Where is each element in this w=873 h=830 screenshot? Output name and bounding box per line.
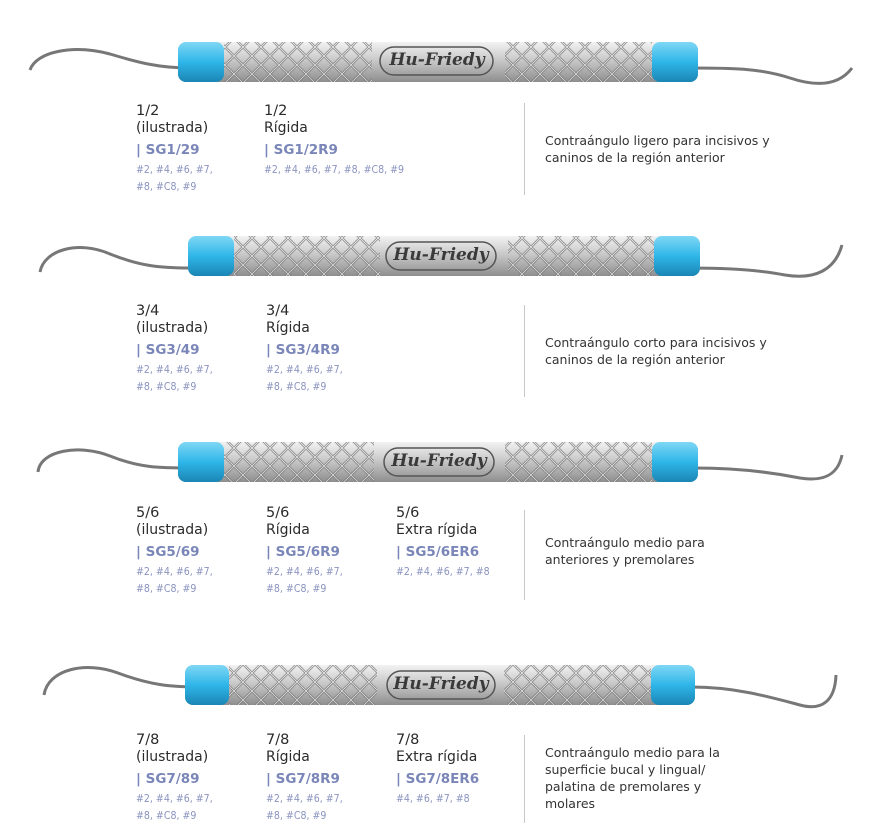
variant-tips: #2, #4, #6, #7, #8, #C8, #9 <box>136 793 213 822</box>
variant-tips: #2, #4, #6, #7, #8, #C8, #9 <box>266 364 343 393</box>
variant-tips: #2, #4, #6, #7, #8, #C8, #9 <box>266 566 343 595</box>
description: Contraángulo ligero para incisivos y caninos de la región anterior <box>545 133 770 165</box>
variant-col <box>266 505 396 598</box>
instrument-image <box>0 20 873 90</box>
divider <box>524 103 525 195</box>
variant-size: 7/8 <box>136 732 160 748</box>
variant-col <box>136 303 266 396</box>
variant-kind: Rígida <box>266 320 310 336</box>
variant-kind: (ilustrada) <box>136 522 209 538</box>
variant-kind: Rígida <box>264 120 308 136</box>
variant-kind: Extra rígida <box>396 522 478 538</box>
instrument-image <box>0 220 873 290</box>
variant-size: 5/6 <box>136 505 160 521</box>
variant-kind: (ilustrada) <box>136 749 209 765</box>
brand-logo: Hu-Friedy <box>393 245 489 265</box>
variant-tips: #2, #4, #6, #7, #8 <box>396 566 490 578</box>
variant-col <box>266 303 396 396</box>
variant-col <box>136 505 266 598</box>
instrument-image <box>0 430 873 500</box>
variant-code: | SG1/2R9 <box>264 142 338 158</box>
variant-size: 1/2 <box>136 103 160 119</box>
variant-code: | SG5/6ER6 <box>396 544 480 560</box>
variant-size: 7/8 <box>266 732 290 748</box>
variant-code: | SG7/89 <box>136 771 200 787</box>
variant-tips: #2, #4, #6, #7, #8, #C8, #9 <box>266 793 343 822</box>
variant-col <box>264 103 405 179</box>
variant-size: 3/4 <box>136 303 160 319</box>
brand-logo: Hu-Friedy <box>393 674 489 694</box>
variant-code: | SG7/8ER6 <box>396 771 480 787</box>
variant-code: | SG1/29 <box>136 142 200 158</box>
divider <box>524 735 525 823</box>
variant-tips: #2, #4, #6, #7, #8, #C8, #9 <box>136 164 213 193</box>
variant-col <box>266 732 396 825</box>
variant-kind: Rígida <box>266 749 310 765</box>
variant-tips: #4, #6, #7, #8 <box>396 793 470 805</box>
description: Contraángulo medio para anteriores y premolares <box>545 535 705 567</box>
variant-col <box>396 732 526 808</box>
variant-size: 1/2 <box>264 103 288 119</box>
description: Contraángulo corto para incisivos y caninos de la región anterior <box>545 335 767 367</box>
variant-code: | SG3/4R9 <box>266 342 340 358</box>
variant-kind: (ilustrada) <box>136 120 209 136</box>
variant-col <box>396 505 526 581</box>
variant-col <box>136 732 266 825</box>
variant-code: | SG7/8R9 <box>266 771 340 787</box>
instrument-image <box>0 655 873 725</box>
divider <box>524 510 525 600</box>
variant-code: | SG3/49 <box>136 342 200 358</box>
variant-kind: (ilustrada) <box>136 320 209 336</box>
variant-tips: #2, #4, #6, #7, #8, #C8, #9 <box>264 164 405 176</box>
variant-tips: #2, #4, #6, #7, #8, #C8, #9 <box>136 364 213 393</box>
variant-code: | SG5/69 <box>136 544 200 560</box>
brand-logo: Hu-Friedy <box>391 451 487 471</box>
variant-size: 3/4 <box>266 303 290 319</box>
variant-kind: Rígida <box>266 522 310 538</box>
variant-size: 5/6 <box>396 505 420 521</box>
variant-kind: Extra rígida <box>396 749 478 765</box>
divider <box>524 305 525 397</box>
variant-size: 7/8 <box>396 732 420 748</box>
variant-col <box>136 103 266 196</box>
variant-size: 5/6 <box>266 505 290 521</box>
variant-code: | SG5/6R9 <box>266 544 340 560</box>
variant-tips: #2, #4, #6, #7, #8, #C8, #9 <box>136 566 213 595</box>
description: Contraángulo medio para la superficie bucal y lingual/ palatina de premolares y molares <box>545 745 720 811</box>
brand-logo: Hu-Friedy <box>389 50 485 70</box>
